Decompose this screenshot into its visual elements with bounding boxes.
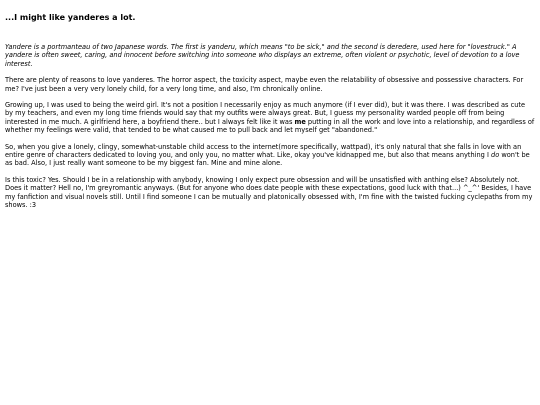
emphasis-me: me <box>294 117 306 126</box>
paragraph-toxic: Is this toxic? Yes. Should I be in a relationship with anybody, knowing I only expect pure obsession and will be unsatisfied with anthing else? Absolutely not. Does it matter? Hell no, I'm greyromantic anyways. (But for anyone who does date people with these expectations, good luck with that...) ^_^' Besides, I have my fanfiction and visual novels still. Until I find someone I can be mutually and platonically obsessed with, I'm fine with the twisted fucking cyclepaths from my shows. :3 <box>5 175 533 210</box>
paragraph-growing-up <box>5 101 535 135</box>
intro-definition: Yandere is a portmanteau of two Japanese words. The first is yanderu, which means "to be sick," and the second is deredere, used here for "lovestruck." A yandere is often sweet, caring, and innocent before switching into someone who displays an extreme, often violent or psychotic, level of devotion to a love interest. <box>5 43 520 68</box>
paragraph-internet <box>5 143 535 168</box>
post-title: ...I might like yanderes a lot. <box>5 13 136 22</box>
paragraph-growing-up-text-a: Growing up, I was used to being the weird girl. It's not a position I necessarily enjoy as much anymore (if I ever did), but it was there. I was described as cute by my teachers, and even my long time friends would say that my outfits were always great. But, I guess my personality warded people off from being interested in me much. A girlfriend here, a boyfriend there.. but I always felt like it was <box>5 101 526 126</box>
emphasis-do: do <box>491 151 500 160</box>
paragraph-internet-text-a: So, when you give a lonely, clingy, somewhat-unstable child access to the internet(more specifically, wattpad), it's only natural that she falls in love with an entire genre of characters dedicated to loving you, and only you, no matter what. Like, okay you've kidnapped me, but also that means anything I <box>5 142 522 160</box>
article <box>5 13 535 218</box>
paragraph-reasons: There are plenty of reasons to love yanderes. The horror aspect, the toxicity aspect, maybe even the relatability of obsessive and possessive characters. For me? I've just been a very very lonely child, for a very long time, and also, I'm chronically online. <box>5 76 524 93</box>
paragraph-growing-up-text-b: putting in all the work and love into a relationship, and regardless of whether my feelings were valid, that tended to be what caused me to pull back and let myself get "abandoned." <box>5 117 535 135</box>
paragraph-internet-text-b: won't be as bad. Also, I just really want someone to be my biggest fan. Mine and mine alone. <box>5 151 530 168</box>
